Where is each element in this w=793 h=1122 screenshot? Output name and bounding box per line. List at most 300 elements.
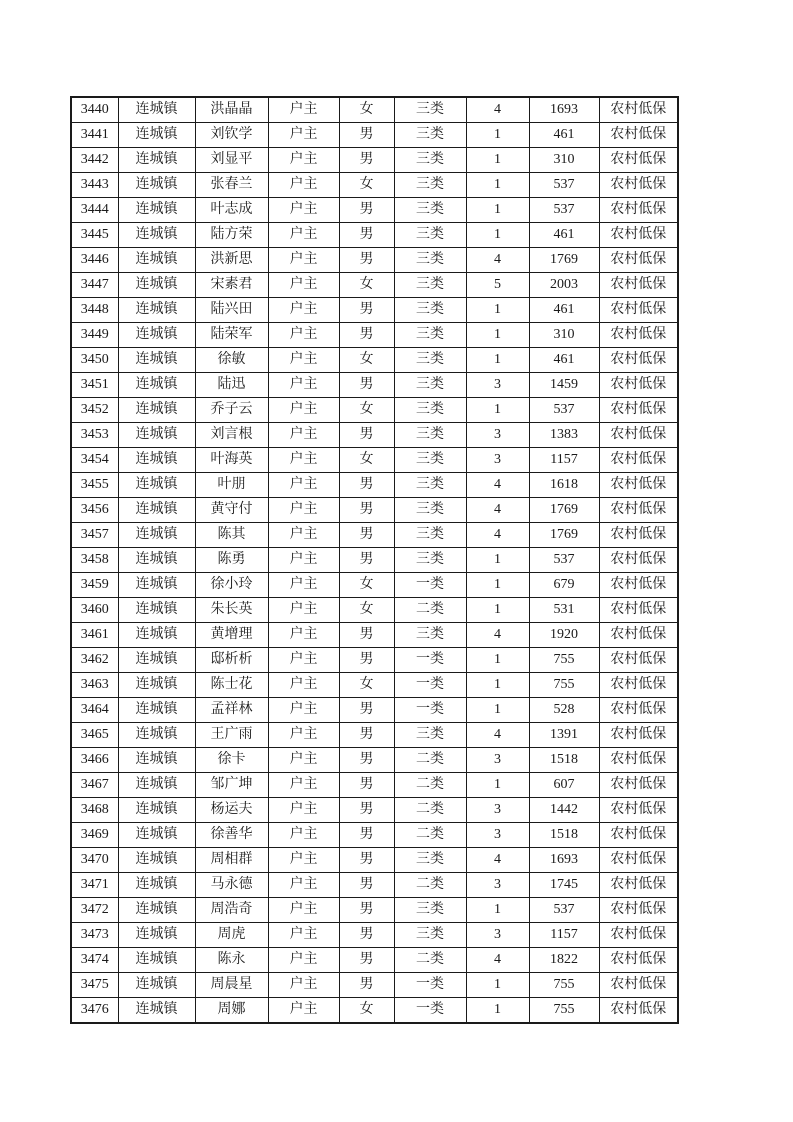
cell-amount: 607 xyxy=(529,773,599,798)
cell-gender: 男 xyxy=(339,923,394,948)
table-row xyxy=(71,898,678,923)
cell-serial: 3446 xyxy=(71,248,118,273)
cell-town: 连城镇 xyxy=(118,598,195,623)
cell-name: 王广雨 xyxy=(195,723,268,748)
cell-gender: 男 xyxy=(339,798,394,823)
cell-amount: 1693 xyxy=(529,848,599,873)
cell-type: 农村低保 xyxy=(599,173,678,198)
cell-name: 陈其 xyxy=(195,523,268,548)
cell-relation: 户主 xyxy=(268,373,339,398)
cell-gender: 女 xyxy=(339,448,394,473)
cell-serial: 3443 xyxy=(71,173,118,198)
cell-category: 二类 xyxy=(394,873,466,898)
cell-persons: 1 xyxy=(466,123,529,148)
cell-type: 农村低保 xyxy=(599,698,678,723)
table-row xyxy=(71,773,678,798)
cell-gender: 女 xyxy=(339,598,394,623)
cell-gender: 男 xyxy=(339,323,394,348)
cell-amount: 1618 xyxy=(529,473,599,498)
cell-persons: 1 xyxy=(466,348,529,373)
cell-type: 农村低保 xyxy=(599,723,678,748)
cell-town: 连城镇 xyxy=(118,823,195,848)
cell-name: 徐小玲 xyxy=(195,573,268,598)
cell-serial: 3445 xyxy=(71,223,118,248)
cell-persons: 1 xyxy=(466,323,529,348)
cell-persons: 1 xyxy=(466,398,529,423)
cell-category: 三类 xyxy=(394,498,466,523)
cell-type: 农村低保 xyxy=(599,123,678,148)
table-body xyxy=(71,97,678,1023)
cell-name: 朱长英 xyxy=(195,598,268,623)
cell-category: 三类 xyxy=(394,323,466,348)
table-row xyxy=(71,748,678,773)
cell-gender: 女 xyxy=(339,173,394,198)
cell-serial: 3464 xyxy=(71,698,118,723)
cell-category: 三类 xyxy=(394,248,466,273)
cell-category: 三类 xyxy=(394,523,466,548)
cell-type: 农村低保 xyxy=(599,623,678,648)
cell-amount: 310 xyxy=(529,148,599,173)
cell-relation: 户主 xyxy=(268,823,339,848)
table-row xyxy=(71,998,678,1024)
cell-persons: 1 xyxy=(466,548,529,573)
cell-category: 三类 xyxy=(394,373,466,398)
cell-gender: 男 xyxy=(339,198,394,223)
cell-name: 宋素君 xyxy=(195,273,268,298)
cell-town: 连城镇 xyxy=(118,548,195,573)
table-row xyxy=(71,373,678,398)
cell-type: 农村低保 xyxy=(599,198,678,223)
cell-name: 周浩奇 xyxy=(195,898,268,923)
table-row xyxy=(71,623,678,648)
cell-type: 农村低保 xyxy=(599,248,678,273)
cell-town: 连城镇 xyxy=(118,173,195,198)
cell-relation: 户主 xyxy=(268,648,339,673)
cell-amount: 310 xyxy=(529,323,599,348)
cell-category: 一类 xyxy=(394,673,466,698)
table-row xyxy=(71,423,678,448)
cell-persons: 3 xyxy=(466,798,529,823)
cell-persons: 1 xyxy=(466,698,529,723)
cell-serial: 3466 xyxy=(71,748,118,773)
cell-persons: 4 xyxy=(466,248,529,273)
cell-category: 三类 xyxy=(394,123,466,148)
cell-amount: 537 xyxy=(529,398,599,423)
cell-category: 三类 xyxy=(394,273,466,298)
cell-category: 三类 xyxy=(394,423,466,448)
cell-gender: 女 xyxy=(339,97,394,123)
cell-town: 连城镇 xyxy=(118,648,195,673)
cell-category: 三类 xyxy=(394,623,466,648)
cell-serial: 3459 xyxy=(71,573,118,598)
cell-amount: 1920 xyxy=(529,623,599,648)
cell-type: 农村低保 xyxy=(599,823,678,848)
cell-persons: 4 xyxy=(466,97,529,123)
cell-serial: 3454 xyxy=(71,448,118,473)
cell-serial: 3448 xyxy=(71,298,118,323)
cell-gender: 女 xyxy=(339,998,394,1024)
cell-gender: 女 xyxy=(339,273,394,298)
cell-gender: 男 xyxy=(339,823,394,848)
cell-relation: 户主 xyxy=(268,998,339,1024)
cell-amount: 1693 xyxy=(529,97,599,123)
cell-gender: 男 xyxy=(339,898,394,923)
cell-name: 叶海英 xyxy=(195,448,268,473)
table-row xyxy=(71,348,678,373)
cell-gender: 男 xyxy=(339,723,394,748)
cell-category: 二类 xyxy=(394,773,466,798)
cell-gender: 女 xyxy=(339,398,394,423)
cell-name: 黄守付 xyxy=(195,498,268,523)
cell-name: 徐敏 xyxy=(195,348,268,373)
cell-relation: 户主 xyxy=(268,123,339,148)
cell-gender: 女 xyxy=(339,573,394,598)
cell-type: 农村低保 xyxy=(599,523,678,548)
cell-serial: 3457 xyxy=(71,523,118,548)
cell-relation: 户主 xyxy=(268,173,339,198)
cell-name: 陈永 xyxy=(195,948,268,973)
cell-serial: 3469 xyxy=(71,823,118,848)
cell-type: 农村低保 xyxy=(599,648,678,673)
table-row xyxy=(71,398,678,423)
cell-amount: 1157 xyxy=(529,923,599,948)
cell-amount: 1745 xyxy=(529,873,599,898)
cell-category: 三类 xyxy=(394,548,466,573)
cell-category: 三类 xyxy=(394,848,466,873)
cell-name: 周虎 xyxy=(195,923,268,948)
cell-amount: 755 xyxy=(529,973,599,998)
table-row xyxy=(71,298,678,323)
cell-gender: 男 xyxy=(339,973,394,998)
cell-amount: 755 xyxy=(529,648,599,673)
cell-serial: 3460 xyxy=(71,598,118,623)
cell-name: 杨运夫 xyxy=(195,798,268,823)
cell-category: 三类 xyxy=(394,898,466,923)
cell-relation: 户主 xyxy=(268,223,339,248)
table-row xyxy=(71,873,678,898)
cell-relation: 户主 xyxy=(268,723,339,748)
table-row xyxy=(71,198,678,223)
cell-town: 连城镇 xyxy=(118,198,195,223)
cell-category: 一类 xyxy=(394,998,466,1024)
cell-category: 三类 xyxy=(394,173,466,198)
table-row xyxy=(71,448,678,473)
cell-amount: 461 xyxy=(529,298,599,323)
cell-serial: 3474 xyxy=(71,948,118,973)
cell-type: 农村低保 xyxy=(599,598,678,623)
table-row xyxy=(71,498,678,523)
cell-relation: 户主 xyxy=(268,198,339,223)
cell-relation: 户主 xyxy=(268,473,339,498)
cell-gender: 女 xyxy=(339,673,394,698)
table-row xyxy=(71,723,678,748)
table-row xyxy=(71,223,678,248)
cell-gender: 男 xyxy=(339,248,394,273)
cell-type: 农村低保 xyxy=(599,673,678,698)
cell-amount: 1383 xyxy=(529,423,599,448)
cell-serial: 3470 xyxy=(71,848,118,873)
cell-gender: 女 xyxy=(339,348,394,373)
cell-relation: 户主 xyxy=(268,873,339,898)
cell-persons: 1 xyxy=(466,573,529,598)
cell-relation: 户主 xyxy=(268,423,339,448)
table-row xyxy=(71,948,678,973)
cell-amount: 537 xyxy=(529,198,599,223)
cell-name: 叶志成 xyxy=(195,198,268,223)
table-row xyxy=(71,798,678,823)
cell-town: 连城镇 xyxy=(118,998,195,1024)
cell-amount: 537 xyxy=(529,173,599,198)
cell-relation: 户主 xyxy=(268,598,339,623)
cell-persons: 4 xyxy=(466,723,529,748)
cell-type: 农村低保 xyxy=(599,398,678,423)
cell-gender: 男 xyxy=(339,773,394,798)
cell-type: 农村低保 xyxy=(599,148,678,173)
cell-persons: 1 xyxy=(466,148,529,173)
table-row xyxy=(71,598,678,623)
cell-category: 二类 xyxy=(394,748,466,773)
cell-type: 农村低保 xyxy=(599,373,678,398)
cell-category: 三类 xyxy=(394,723,466,748)
cell-amount: 1442 xyxy=(529,798,599,823)
table-row xyxy=(71,673,678,698)
cell-relation: 户主 xyxy=(268,248,339,273)
cell-relation: 户主 xyxy=(268,498,339,523)
cell-town: 连城镇 xyxy=(118,248,195,273)
table-row xyxy=(71,97,678,123)
cell-town: 连城镇 xyxy=(118,773,195,798)
cell-type: 农村低保 xyxy=(599,998,678,1024)
cell-gender: 男 xyxy=(339,223,394,248)
cell-category: 三类 xyxy=(394,97,466,123)
cell-gender: 男 xyxy=(339,523,394,548)
table-row xyxy=(71,848,678,873)
cell-persons: 1 xyxy=(466,223,529,248)
cell-serial: 3467 xyxy=(71,773,118,798)
cell-category: 三类 xyxy=(394,298,466,323)
cell-serial: 3455 xyxy=(71,473,118,498)
cell-name: 陆迅 xyxy=(195,373,268,398)
cell-category: 三类 xyxy=(394,448,466,473)
cell-town: 连城镇 xyxy=(118,923,195,948)
cell-name: 陆兴田 xyxy=(195,298,268,323)
table-row xyxy=(71,273,678,298)
cell-category: 一类 xyxy=(394,573,466,598)
cell-serial: 3462 xyxy=(71,648,118,673)
cell-relation: 户主 xyxy=(268,848,339,873)
cell-amount: 1822 xyxy=(529,948,599,973)
cell-type: 农村低保 xyxy=(599,923,678,948)
cell-name: 陆方荣 xyxy=(195,223,268,248)
cell-name: 黄增理 xyxy=(195,623,268,648)
cell-relation: 户主 xyxy=(268,348,339,373)
cell-type: 农村低保 xyxy=(599,748,678,773)
cell-serial: 3473 xyxy=(71,923,118,948)
cell-relation: 户主 xyxy=(268,148,339,173)
cell-serial: 3441 xyxy=(71,123,118,148)
cell-relation: 户主 xyxy=(268,673,339,698)
cell-town: 连城镇 xyxy=(118,523,195,548)
cell-persons: 1 xyxy=(466,898,529,923)
cell-town: 连城镇 xyxy=(118,97,195,123)
cell-amount: 1769 xyxy=(529,523,599,548)
cell-persons: 3 xyxy=(466,423,529,448)
cell-town: 连城镇 xyxy=(118,873,195,898)
cell-persons: 4 xyxy=(466,848,529,873)
cell-type: 农村低保 xyxy=(599,448,678,473)
cell-persons: 5 xyxy=(466,273,529,298)
cell-name: 洪晶晶 xyxy=(195,97,268,123)
cell-serial: 3449 xyxy=(71,323,118,348)
cell-type: 农村低保 xyxy=(599,548,678,573)
cell-type: 农村低保 xyxy=(599,573,678,598)
cell-town: 连城镇 xyxy=(118,398,195,423)
table-row xyxy=(71,548,678,573)
cell-type: 农村低保 xyxy=(599,298,678,323)
cell-amount: 528 xyxy=(529,698,599,723)
cell-persons: 4 xyxy=(466,498,529,523)
cell-category: 三类 xyxy=(394,148,466,173)
cell-relation: 户主 xyxy=(268,623,339,648)
cell-town: 连城镇 xyxy=(118,148,195,173)
cell-gender: 男 xyxy=(339,548,394,573)
cell-serial: 3476 xyxy=(71,998,118,1024)
cell-serial: 3450 xyxy=(71,348,118,373)
cell-gender: 男 xyxy=(339,698,394,723)
table-row xyxy=(71,698,678,723)
cell-town: 连城镇 xyxy=(118,298,195,323)
cell-town: 连城镇 xyxy=(118,973,195,998)
cell-type: 农村低保 xyxy=(599,473,678,498)
cell-relation: 户主 xyxy=(268,923,339,948)
cell-name: 刘显平 xyxy=(195,148,268,173)
cell-serial: 3471 xyxy=(71,873,118,898)
cell-relation: 户主 xyxy=(268,398,339,423)
cell-amount: 461 xyxy=(529,223,599,248)
cell-category: 一类 xyxy=(394,973,466,998)
cell-town: 连城镇 xyxy=(118,223,195,248)
cell-type: 农村低保 xyxy=(599,873,678,898)
cell-persons: 1 xyxy=(466,998,529,1024)
cell-gender: 男 xyxy=(339,148,394,173)
cell-serial: 3440 xyxy=(71,97,118,123)
cell-type: 农村低保 xyxy=(599,348,678,373)
cell-serial: 3472 xyxy=(71,898,118,923)
cell-category: 三类 xyxy=(394,348,466,373)
cell-gender: 男 xyxy=(339,123,394,148)
cell-persons: 3 xyxy=(466,448,529,473)
cell-category: 三类 xyxy=(394,398,466,423)
cell-serial: 3465 xyxy=(71,723,118,748)
cell-name: 洪新思 xyxy=(195,248,268,273)
cell-town: 连城镇 xyxy=(118,348,195,373)
cell-gender: 男 xyxy=(339,648,394,673)
cell-name: 孟祥林 xyxy=(195,698,268,723)
cell-town: 连城镇 xyxy=(118,948,195,973)
cell-town: 连城镇 xyxy=(118,473,195,498)
cell-persons: 1 xyxy=(466,648,529,673)
cell-town: 连城镇 xyxy=(118,748,195,773)
cell-gender: 男 xyxy=(339,498,394,523)
table-row xyxy=(71,973,678,998)
cell-amount: 537 xyxy=(529,548,599,573)
cell-amount: 1518 xyxy=(529,748,599,773)
cell-type: 农村低保 xyxy=(599,423,678,448)
cell-town: 连城镇 xyxy=(118,123,195,148)
welfare-roster-table xyxy=(70,96,679,1024)
cell-serial: 3456 xyxy=(71,498,118,523)
cell-type: 农村低保 xyxy=(599,273,678,298)
cell-town: 连城镇 xyxy=(118,623,195,648)
cell-gender: 男 xyxy=(339,423,394,448)
cell-serial: 3453 xyxy=(71,423,118,448)
cell-town: 连城镇 xyxy=(118,798,195,823)
cell-gender: 男 xyxy=(339,623,394,648)
cell-name: 乔子云 xyxy=(195,398,268,423)
cell-persons: 3 xyxy=(466,923,529,948)
cell-persons: 3 xyxy=(466,373,529,398)
cell-serial: 3458 xyxy=(71,548,118,573)
table-sheet xyxy=(70,96,679,1024)
cell-amount: 1391 xyxy=(529,723,599,748)
cell-persons: 1 xyxy=(466,773,529,798)
cell-gender: 男 xyxy=(339,373,394,398)
cell-amount: 531 xyxy=(529,598,599,623)
cell-town: 连城镇 xyxy=(118,423,195,448)
cell-category: 二类 xyxy=(394,598,466,623)
cell-town: 连城镇 xyxy=(118,498,195,523)
cell-serial: 3447 xyxy=(71,273,118,298)
cell-persons: 1 xyxy=(466,598,529,623)
cell-type: 农村低保 xyxy=(599,223,678,248)
cell-town: 连城镇 xyxy=(118,373,195,398)
cell-relation: 户主 xyxy=(268,698,339,723)
cell-type: 农村低保 xyxy=(599,323,678,348)
cell-persons: 4 xyxy=(466,523,529,548)
cell-persons: 1 xyxy=(466,198,529,223)
cell-category: 二类 xyxy=(394,798,466,823)
table-row xyxy=(71,923,678,948)
cell-amount: 1459 xyxy=(529,373,599,398)
cell-name: 刘钦学 xyxy=(195,123,268,148)
cell-serial: 3461 xyxy=(71,623,118,648)
cell-relation: 户主 xyxy=(268,973,339,998)
cell-category: 三类 xyxy=(394,923,466,948)
table-row xyxy=(71,173,678,198)
cell-gender: 男 xyxy=(339,748,394,773)
cell-name: 陈士花 xyxy=(195,673,268,698)
cell-town: 连城镇 xyxy=(118,723,195,748)
table-row xyxy=(71,473,678,498)
cell-amount: 679 xyxy=(529,573,599,598)
cell-gender: 男 xyxy=(339,473,394,498)
cell-serial: 3468 xyxy=(71,798,118,823)
cell-amount: 1769 xyxy=(529,498,599,523)
cell-relation: 户主 xyxy=(268,97,339,123)
cell-relation: 户主 xyxy=(268,273,339,298)
cell-name: 张春兰 xyxy=(195,173,268,198)
cell-type: 农村低保 xyxy=(599,798,678,823)
cell-type: 农村低保 xyxy=(599,948,678,973)
cell-name: 周相群 xyxy=(195,848,268,873)
cell-name: 徐善华 xyxy=(195,823,268,848)
cell-category: 一类 xyxy=(394,648,466,673)
cell-amount: 461 xyxy=(529,348,599,373)
table-row xyxy=(71,248,678,273)
cell-category: 二类 xyxy=(394,948,466,973)
cell-name: 徐卡 xyxy=(195,748,268,773)
cell-persons: 3 xyxy=(466,748,529,773)
